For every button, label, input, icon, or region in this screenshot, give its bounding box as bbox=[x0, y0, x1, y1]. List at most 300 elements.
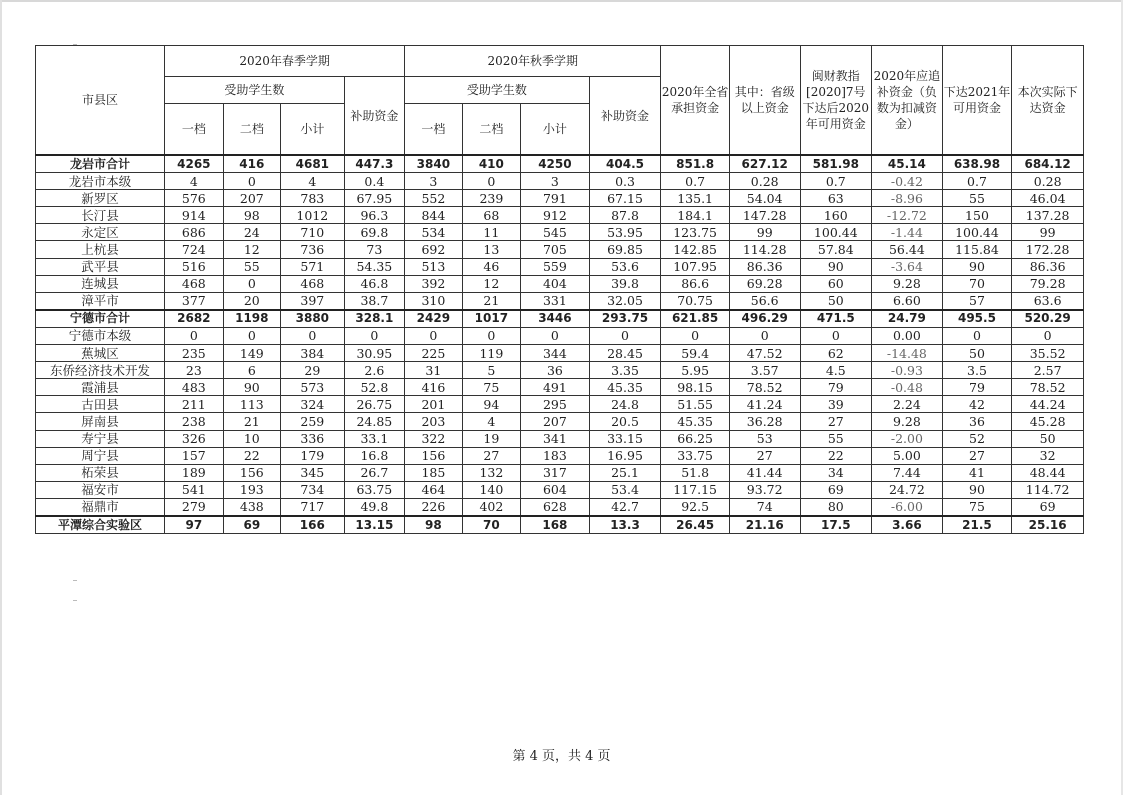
doc-available-cell: 63 bbox=[800, 190, 872, 207]
region-header: 市县区 bbox=[36, 46, 165, 156]
autumn-subtotal-cell: 604 bbox=[521, 481, 590, 498]
actual-allocation-cell: 69 bbox=[1012, 498, 1084, 516]
adjustment-cell: -1.44 bbox=[872, 224, 943, 241]
actual-allocation-cell: 0.28 bbox=[1012, 173, 1084, 190]
spring-grade2-cell: 0 bbox=[223, 275, 280, 292]
autumn-grade2-cell: 13 bbox=[462, 241, 520, 258]
table-row bbox=[36, 362, 1084, 379]
province-above-header: 其中：省级以上资金 bbox=[729, 46, 800, 156]
province-above-cell: 496.29 bbox=[729, 310, 800, 328]
autumn-grade1-cell: 225 bbox=[405, 345, 462, 362]
autumn-subsidy-cell: 32.05 bbox=[589, 292, 661, 310]
subsidy-table bbox=[35, 45, 1084, 534]
autumn-grade2-cell: 119 bbox=[462, 345, 520, 362]
province-above-cell: 147.28 bbox=[729, 207, 800, 224]
adjustment-cell: -12.72 bbox=[872, 207, 943, 224]
adjustment-cell: 5.00 bbox=[872, 447, 943, 464]
spring-subtotal-cell: 384 bbox=[281, 345, 345, 362]
table-row bbox=[36, 464, 1084, 481]
region-name-cell: 寿宁县 bbox=[36, 430, 165, 447]
spring-students-header: 受助学生数 bbox=[165, 77, 345, 104]
autumn-grade2-cell: 27 bbox=[462, 447, 520, 464]
available-2021-cell: 90 bbox=[942, 481, 1012, 498]
province-above-cell: 47.52 bbox=[729, 345, 800, 362]
actual-allocation-cell: 32 bbox=[1012, 447, 1084, 464]
autumn-grade2-cell: 239 bbox=[462, 190, 520, 207]
table-row bbox=[36, 275, 1084, 292]
spring-grade2-cell: 0 bbox=[223, 173, 280, 190]
autumn-grade1-cell: 0 bbox=[405, 327, 462, 344]
spring-grade2-cell: 98 bbox=[223, 207, 280, 224]
autumn-subtotal-cell: 207 bbox=[521, 413, 590, 430]
available-2021-cell: 75 bbox=[942, 498, 1012, 516]
available-2021-cell: 52 bbox=[942, 430, 1012, 447]
autumn-grade2-cell: 21 bbox=[462, 292, 520, 310]
province-above-cell: 27 bbox=[729, 447, 800, 464]
autumn-grade2-cell: 0 bbox=[462, 327, 520, 344]
autumn-grade1-header: 一档 bbox=[405, 104, 462, 156]
autumn-subsidy-cell: 39.8 bbox=[589, 275, 661, 292]
region-name-cell: 新罗区 bbox=[36, 190, 165, 207]
spring-grade2-cell: 0 bbox=[223, 327, 280, 344]
doc-available-cell: 471.5 bbox=[800, 310, 872, 328]
spring-grade2-cell: 149 bbox=[223, 345, 280, 362]
spring-grade1-cell: 4265 bbox=[165, 155, 223, 173]
spring-subtotal-header: 小计 bbox=[281, 104, 345, 156]
spring-grade1-cell: 2682 bbox=[165, 310, 223, 328]
autumn-subtotal-cell: 183 bbox=[521, 447, 590, 464]
province-total-cell: 117.15 bbox=[661, 481, 730, 498]
actual-allocation-cell: 78.52 bbox=[1012, 379, 1084, 396]
doc-available-cell: 55 bbox=[800, 430, 872, 447]
available-2021-cell: 42 bbox=[942, 396, 1012, 413]
adjustment-cell: -0.93 bbox=[872, 362, 943, 379]
province-above-cell: 41.24 bbox=[729, 396, 800, 413]
table-total-row bbox=[36, 310, 1084, 328]
actual-allocation-cell: 79.28 bbox=[1012, 275, 1084, 292]
table-row bbox=[36, 224, 1084, 241]
doc-available-cell: 90 bbox=[800, 258, 872, 275]
doc-available-cell: 62 bbox=[800, 345, 872, 362]
adjustment-cell: 24.79 bbox=[872, 310, 943, 328]
province-total-header: 2020年全省承担资金 bbox=[661, 46, 730, 156]
autumn-grade1-cell: 692 bbox=[405, 241, 462, 258]
available-2021-cell: 495.5 bbox=[942, 310, 1012, 328]
province-above-cell: 74 bbox=[729, 498, 800, 516]
autumn-subsidy-cell: 87.8 bbox=[589, 207, 661, 224]
spring-grade2-cell: 69 bbox=[223, 516, 280, 534]
province-above-cell: 56.6 bbox=[729, 292, 800, 310]
spring-grade2-cell: 1198 bbox=[223, 310, 280, 328]
autumn-subtotal-cell: 331 bbox=[521, 292, 590, 310]
table-total-row bbox=[36, 155, 1084, 173]
doc-available-cell: 50 bbox=[800, 292, 872, 310]
autumn-subsidy-cell: 293.75 bbox=[589, 310, 661, 328]
spring-subtotal-cell: 397 bbox=[281, 292, 345, 310]
autumn-subsidy-header: 补助资金 bbox=[589, 77, 661, 156]
region-name-cell: 长汀县 bbox=[36, 207, 165, 224]
autumn-grade1-cell: 310 bbox=[405, 292, 462, 310]
adjustment-cell: 9.28 bbox=[872, 275, 943, 292]
table-row bbox=[36, 207, 1084, 224]
province-total-cell: 184.1 bbox=[661, 207, 730, 224]
province-above-cell: 41.44 bbox=[729, 464, 800, 481]
table-row bbox=[36, 190, 1084, 207]
actual-allocation-cell: 50 bbox=[1012, 430, 1084, 447]
spring-subtotal-cell: 571 bbox=[281, 258, 345, 275]
spring-subtotal-cell: 736 bbox=[281, 241, 345, 258]
spring-grade2-cell: 24 bbox=[223, 224, 280, 241]
autumn-subsidy-cell: 24.8 bbox=[589, 396, 661, 413]
available-2021-cell: 79 bbox=[942, 379, 1012, 396]
autumn-grade1-cell: 98 bbox=[405, 516, 462, 534]
autumn-subsidy-cell: 3.35 bbox=[589, 362, 661, 379]
autumn-grade1-cell: 185 bbox=[405, 464, 462, 481]
adjustment-cell: 7.44 bbox=[872, 464, 943, 481]
province-total-cell: 92.5 bbox=[661, 498, 730, 516]
spring-grade2-cell: 156 bbox=[223, 464, 280, 481]
autumn-subsidy-cell: 53.4 bbox=[589, 481, 661, 498]
spring-subtotal-cell: 345 bbox=[281, 464, 345, 481]
spring-grade1-cell: 189 bbox=[165, 464, 223, 481]
autumn-subtotal-cell: 491 bbox=[521, 379, 590, 396]
autumn-subtotal-cell: 404 bbox=[521, 275, 590, 292]
autumn-subsidy-cell: 13.3 bbox=[589, 516, 661, 534]
province-above-cell: 627.12 bbox=[729, 155, 800, 173]
available-2021-cell: 0.7 bbox=[942, 173, 1012, 190]
province-above-cell: 36.28 bbox=[729, 413, 800, 430]
doc-available-cell: 79 bbox=[800, 379, 872, 396]
autumn-grade1-cell: 322 bbox=[405, 430, 462, 447]
spring-subsidy-cell: 46.8 bbox=[344, 275, 405, 292]
spring-subsidy-cell: 33.1 bbox=[344, 430, 405, 447]
actual-allocation-cell: 99 bbox=[1012, 224, 1084, 241]
actual-allocation-cell: 35.52 bbox=[1012, 345, 1084, 362]
autumn-grade2-cell: 75 bbox=[462, 379, 520, 396]
autumn-grade1-cell: 464 bbox=[405, 481, 462, 498]
region-name-cell: 宁德市合计 bbox=[36, 310, 165, 328]
province-total-cell: 123.75 bbox=[661, 224, 730, 241]
spring-subtotal-cell: 4681 bbox=[281, 155, 345, 173]
adjustment-cell: 45.14 bbox=[872, 155, 943, 173]
region-name-cell: 屏南县 bbox=[36, 413, 165, 430]
spring-subtotal-cell: 783 bbox=[281, 190, 345, 207]
region-name-cell: 柘荣县 bbox=[36, 464, 165, 481]
actual-allocation-cell: 137.28 bbox=[1012, 207, 1084, 224]
region-name-cell: 龙岩市本级 bbox=[36, 173, 165, 190]
autumn-subtotal-cell: 295 bbox=[521, 396, 590, 413]
autumn-subtotal-cell: 341 bbox=[521, 430, 590, 447]
actual-allocation-cell: 2.57 bbox=[1012, 362, 1084, 379]
autumn-subsidy-cell: 42.7 bbox=[589, 498, 661, 516]
autumn-grade2-cell: 46 bbox=[462, 258, 520, 275]
province-total-cell: 5.95 bbox=[661, 362, 730, 379]
table-row bbox=[36, 413, 1084, 430]
autumn-grade1-cell: 3 bbox=[405, 173, 462, 190]
province-above-cell: 86.36 bbox=[729, 258, 800, 275]
spring-grade1-cell: 23 bbox=[165, 362, 223, 379]
table-row bbox=[36, 327, 1084, 344]
autumn-subtotal-cell: 545 bbox=[521, 224, 590, 241]
spring-subtotal-cell: 259 bbox=[281, 413, 345, 430]
province-total-cell: 107.95 bbox=[661, 258, 730, 275]
autumn-subtotal-cell: 3 bbox=[521, 173, 590, 190]
table-row bbox=[36, 241, 1084, 258]
region-name-cell: 福鼎市 bbox=[36, 498, 165, 516]
autumn-subsidy-cell: 28.45 bbox=[589, 345, 661, 362]
autumn-subsidy-cell: 45.35 bbox=[589, 379, 661, 396]
province-total-cell: 26.45 bbox=[661, 516, 730, 534]
spring-subsidy-cell: 26.75 bbox=[344, 396, 405, 413]
region-name-cell: 漳平市 bbox=[36, 292, 165, 310]
available-2021-cell: 0 bbox=[942, 327, 1012, 344]
autumn-grade1-cell: 392 bbox=[405, 275, 462, 292]
available-2021-cell: 70 bbox=[942, 275, 1012, 292]
available-2021-cell: 41 bbox=[942, 464, 1012, 481]
autumn-subsidy-cell: 69.85 bbox=[589, 241, 661, 258]
spring-semester-header: 2020年春季学期 bbox=[165, 46, 405, 77]
spring-grade2-cell: 6 bbox=[223, 362, 280, 379]
autumn-subsidy-cell: 16.95 bbox=[589, 447, 661, 464]
table-body bbox=[36, 155, 1084, 534]
autumn-grade1-cell: 201 bbox=[405, 396, 462, 413]
autumn-grade2-cell: 140 bbox=[462, 481, 520, 498]
region-name-cell: 龙岩市合计 bbox=[36, 155, 165, 173]
spring-grade2-cell: 12 bbox=[223, 241, 280, 258]
spring-subsidy-cell: 63.75 bbox=[344, 481, 405, 498]
spring-grade1-cell: 235 bbox=[165, 345, 223, 362]
doc-available-cell: 581.98 bbox=[800, 155, 872, 173]
province-above-cell: 54.04 bbox=[729, 190, 800, 207]
table-row bbox=[36, 498, 1084, 516]
adjustment-cell: -0.48 bbox=[872, 379, 943, 396]
spring-grade2-header: 二档 bbox=[223, 104, 280, 156]
adjustment-cell: -6.00 bbox=[872, 498, 943, 516]
doc-available-cell: 57.84 bbox=[800, 241, 872, 258]
autumn-grade2-cell: 19 bbox=[462, 430, 520, 447]
province-total-cell: 51.55 bbox=[661, 396, 730, 413]
autumn-grade2-cell: 4 bbox=[462, 413, 520, 430]
autumn-grade1-cell: 226 bbox=[405, 498, 462, 516]
autumn-grade1-cell: 156 bbox=[405, 447, 462, 464]
adjustment-cell: 3.66 bbox=[872, 516, 943, 534]
available-2021-cell: 90 bbox=[942, 258, 1012, 275]
spring-grade1-header: 一档 bbox=[165, 104, 223, 156]
spring-subsidy-cell: 67.95 bbox=[344, 190, 405, 207]
actual-allocation-cell: 63.6 bbox=[1012, 292, 1084, 310]
spring-grade1-cell: 541 bbox=[165, 481, 223, 498]
table-row bbox=[36, 396, 1084, 413]
spring-grade2-cell: 193 bbox=[223, 481, 280, 498]
region-name-cell: 平潭综合实验区 bbox=[36, 516, 165, 534]
spring-subsidy-cell: 328.1 bbox=[344, 310, 405, 328]
adjustment-cell: 9.28 bbox=[872, 413, 943, 430]
province-above-cell: 78.52 bbox=[729, 379, 800, 396]
autumn-subtotal-cell: 705 bbox=[521, 241, 590, 258]
spring-grade1-cell: 238 bbox=[165, 413, 223, 430]
spring-grade2-cell: 416 bbox=[223, 155, 280, 173]
spring-grade1-cell: 686 bbox=[165, 224, 223, 241]
doc-available-cell: 60 bbox=[800, 275, 872, 292]
adjustment-cell: -14.48 bbox=[872, 345, 943, 362]
province-total-cell: 33.75 bbox=[661, 447, 730, 464]
autumn-grade1-cell: 513 bbox=[405, 258, 462, 275]
autumn-grade2-cell: 132 bbox=[462, 464, 520, 481]
spring-subtotal-cell: 717 bbox=[281, 498, 345, 516]
spring-subsidy-cell: 96.3 bbox=[344, 207, 405, 224]
autumn-grade1-cell: 416 bbox=[405, 379, 462, 396]
adjustment-cell: 2.24 bbox=[872, 396, 943, 413]
region-name-cell: 永定区 bbox=[36, 224, 165, 241]
available-2021-cell: 3.5 bbox=[942, 362, 1012, 379]
province-total-cell: 0 bbox=[661, 327, 730, 344]
spring-subsidy-cell: 0 bbox=[344, 327, 405, 344]
spring-grade1-cell: 157 bbox=[165, 447, 223, 464]
autumn-subsidy-cell: 0.3 bbox=[589, 173, 661, 190]
spring-subtotal-cell: 336 bbox=[281, 430, 345, 447]
province-above-cell: 53 bbox=[729, 430, 800, 447]
province-total-cell: 86.6 bbox=[661, 275, 730, 292]
autumn-grade1-cell: 31 bbox=[405, 362, 462, 379]
spring-subsidy-cell: 54.35 bbox=[344, 258, 405, 275]
province-total-cell: 98.15 bbox=[661, 379, 730, 396]
doc-available-cell: 17.5 bbox=[800, 516, 872, 534]
spring-grade2-cell: 55 bbox=[223, 258, 280, 275]
spring-subsidy-header: 补助资金 bbox=[344, 77, 405, 156]
autumn-grade1-cell: 534 bbox=[405, 224, 462, 241]
spring-subsidy-cell: 73 bbox=[344, 241, 405, 258]
spring-subsidy-cell: 49.8 bbox=[344, 498, 405, 516]
province-above-cell: 3.57 bbox=[729, 362, 800, 379]
autumn-subtotal-cell: 0 bbox=[521, 327, 590, 344]
available-2021-cell: 115.84 bbox=[942, 241, 1012, 258]
actual-allocation-cell: 44.24 bbox=[1012, 396, 1084, 413]
doc-available-cell: 4.5 bbox=[800, 362, 872, 379]
autumn-grade2-cell: 94 bbox=[462, 396, 520, 413]
autumn-grade2-cell: 402 bbox=[462, 498, 520, 516]
spring-subsidy-cell: 30.95 bbox=[344, 345, 405, 362]
binding-tick-mark bbox=[73, 580, 77, 581]
spring-subsidy-cell: 26.7 bbox=[344, 464, 405, 481]
spring-subsidy-cell: 13.15 bbox=[344, 516, 405, 534]
adjustment-cell: -3.64 bbox=[872, 258, 943, 275]
region-name-cell: 东侨经济技术开发 bbox=[36, 362, 165, 379]
adjustment-cell: -0.42 bbox=[872, 173, 943, 190]
spring-grade1-cell: 724 bbox=[165, 241, 223, 258]
spring-grade2-cell: 21 bbox=[223, 413, 280, 430]
doc-available-cell: 100.44 bbox=[800, 224, 872, 241]
doc-available-cell: 22 bbox=[800, 447, 872, 464]
spring-grade1-cell: 211 bbox=[165, 396, 223, 413]
region-name-cell: 霞浦县 bbox=[36, 379, 165, 396]
scan-edge-left bbox=[0, 0, 2, 795]
available-2021-cell: 150 bbox=[942, 207, 1012, 224]
spring-grade1-cell: 576 bbox=[165, 190, 223, 207]
table-row bbox=[36, 430, 1084, 447]
autumn-subsidy-cell: 33.15 bbox=[589, 430, 661, 447]
autumn-grade2-cell: 11 bbox=[462, 224, 520, 241]
spring-grade1-cell: 516 bbox=[165, 258, 223, 275]
actual-allocation-header: 本次实际下达资金 bbox=[1012, 46, 1084, 156]
province-total-cell: 851.8 bbox=[661, 155, 730, 173]
table-row bbox=[36, 481, 1084, 498]
province-above-cell: 0.28 bbox=[729, 173, 800, 190]
region-name-cell: 连城县 bbox=[36, 275, 165, 292]
province-above-cell: 0 bbox=[729, 327, 800, 344]
province-total-cell: 45.35 bbox=[661, 413, 730, 430]
autumn-subtotal-header: 小计 bbox=[521, 104, 590, 156]
province-total-cell: 70.75 bbox=[661, 292, 730, 310]
spring-subsidy-cell: 16.8 bbox=[344, 447, 405, 464]
autumn-grade2-cell: 68 bbox=[462, 207, 520, 224]
spring-grade1-cell: 483 bbox=[165, 379, 223, 396]
table-row bbox=[36, 379, 1084, 396]
spring-subsidy-cell: 69.8 bbox=[344, 224, 405, 241]
binding-tick-mark bbox=[73, 600, 77, 601]
autumn-grade2-cell: 70 bbox=[462, 516, 520, 534]
scan-edge-top bbox=[0, 0, 1123, 2]
spring-subsidy-cell: 24.85 bbox=[344, 413, 405, 430]
adjustment-cell: 56.44 bbox=[872, 241, 943, 258]
doc-available-cell: 27 bbox=[800, 413, 872, 430]
spring-subtotal-cell: 1012 bbox=[281, 207, 345, 224]
spring-subsidy-cell: 38.7 bbox=[344, 292, 405, 310]
autumn-subsidy-cell: 20.5 bbox=[589, 413, 661, 430]
province-above-cell: 93.72 bbox=[729, 481, 800, 498]
autumn-subtotal-cell: 168 bbox=[521, 516, 590, 534]
spring-subtotal-cell: 29 bbox=[281, 362, 345, 379]
autumn-students-header: 受助学生数 bbox=[405, 77, 590, 104]
spring-grade1-cell: 377 bbox=[165, 292, 223, 310]
spring-subtotal-cell: 0 bbox=[281, 327, 345, 344]
province-above-cell: 114.28 bbox=[729, 241, 800, 258]
autumn-subsidy-cell: 53.95 bbox=[589, 224, 661, 241]
autumn-subsidy-cell: 67.15 bbox=[589, 190, 661, 207]
adjustment-cell: 24.72 bbox=[872, 481, 943, 498]
available-2021-cell: 21.5 bbox=[942, 516, 1012, 534]
adjustment-cell: -8.96 bbox=[872, 190, 943, 207]
province-total-cell: 59.4 bbox=[661, 345, 730, 362]
spring-subtotal-cell: 179 bbox=[281, 447, 345, 464]
autumn-grade1-cell: 844 bbox=[405, 207, 462, 224]
autumn-grade2-cell: 1017 bbox=[462, 310, 520, 328]
autumn-subsidy-cell: 53.6 bbox=[589, 258, 661, 275]
available-2021-cell: 57 bbox=[942, 292, 1012, 310]
doc-available-cell: 160 bbox=[800, 207, 872, 224]
actual-allocation-cell: 114.72 bbox=[1012, 481, 1084, 498]
autumn-semester-header: 2020年秋季学期 bbox=[405, 46, 661, 77]
spring-subsidy-cell: 2.6 bbox=[344, 362, 405, 379]
actual-allocation-cell: 48.44 bbox=[1012, 464, 1084, 481]
spring-subtotal-cell: 3880 bbox=[281, 310, 345, 328]
spring-subtotal-cell: 573 bbox=[281, 379, 345, 396]
region-name-cell: 宁德市本级 bbox=[36, 327, 165, 344]
actual-allocation-cell: 172.28 bbox=[1012, 241, 1084, 258]
autumn-subtotal-cell: 4250 bbox=[521, 155, 590, 173]
spring-subtotal-cell: 710 bbox=[281, 224, 345, 241]
adjustment-cell: 0.00 bbox=[872, 327, 943, 344]
actual-allocation-cell: 46.04 bbox=[1012, 190, 1084, 207]
doc-available-cell: 39 bbox=[800, 396, 872, 413]
province-total-cell: 66.25 bbox=[661, 430, 730, 447]
autumn-subtotal-cell: 791 bbox=[521, 190, 590, 207]
region-name-cell: 福安市 bbox=[36, 481, 165, 498]
available-2021-cell: 55 bbox=[942, 190, 1012, 207]
table-row bbox=[36, 173, 1084, 190]
adjustment-header: 2020年应追补资金（负数为扣减资金） bbox=[872, 46, 943, 156]
region-name-cell: 古田县 bbox=[36, 396, 165, 413]
table-row bbox=[36, 345, 1084, 362]
